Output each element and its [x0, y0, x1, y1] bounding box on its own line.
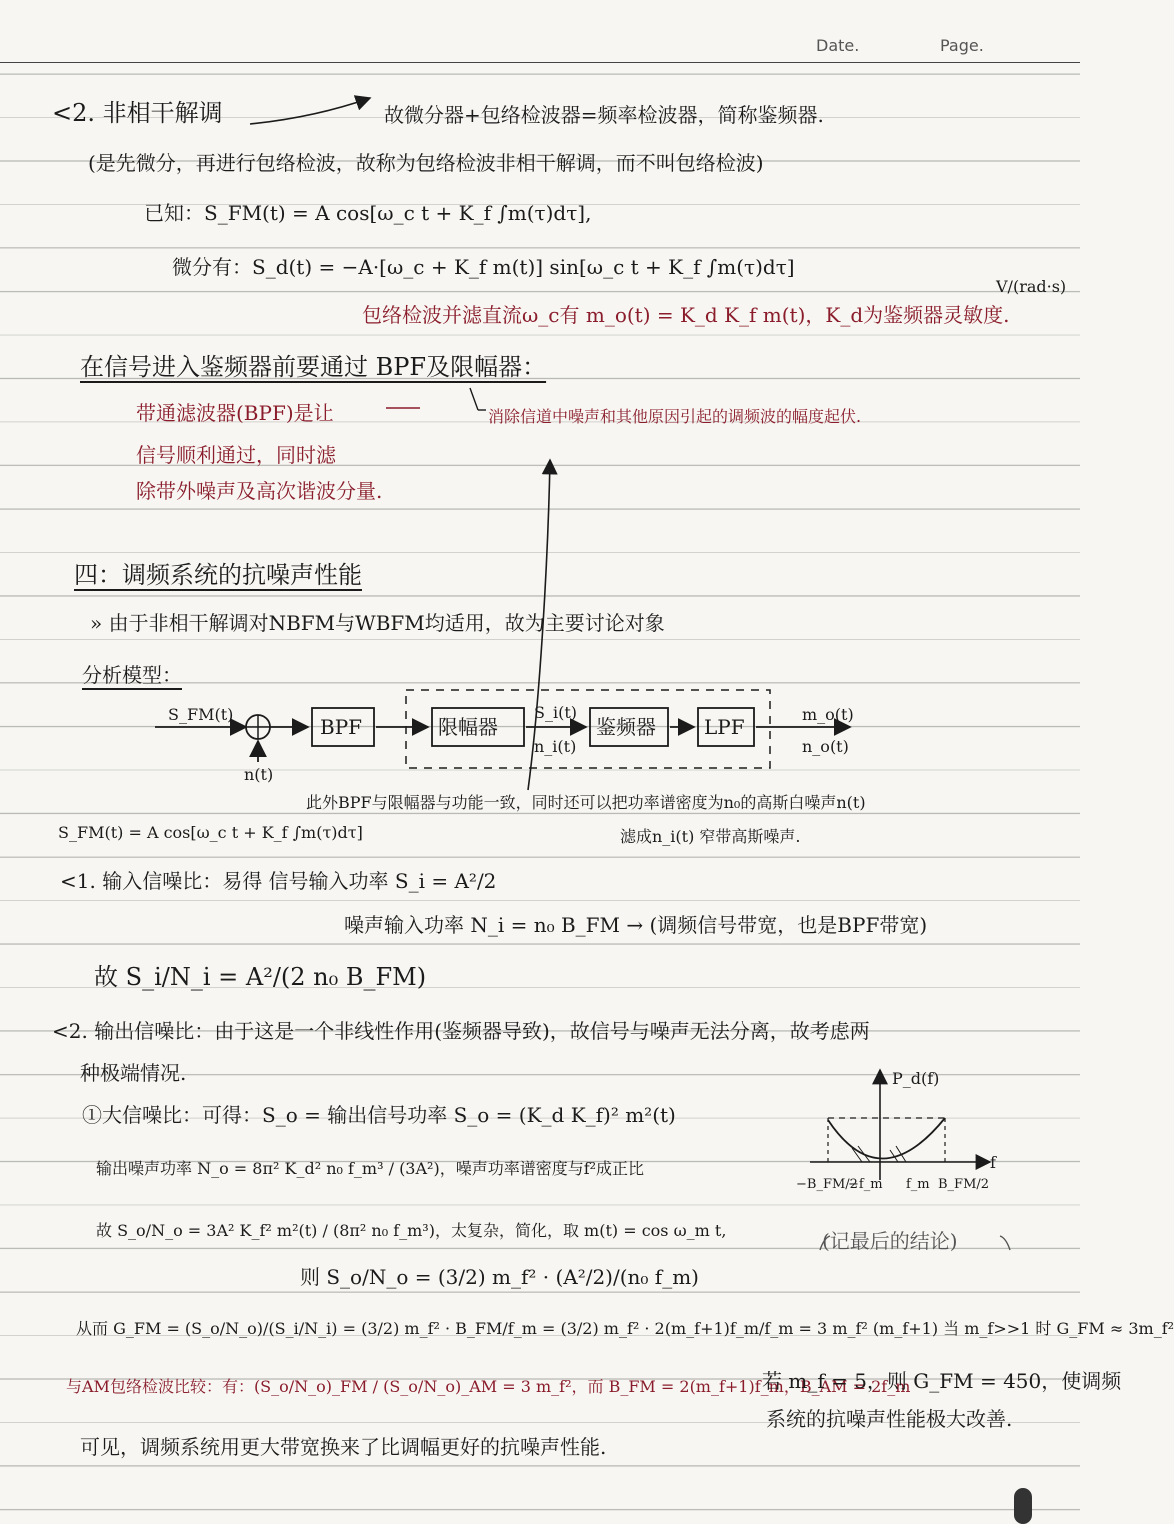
limiter-note: 消除信道中噪声和其他原因引起的调频波的幅度起伏. — [488, 407, 862, 426]
sec2-title: <2. 非相干解调 — [52, 99, 223, 127]
psd-pos-b: B_FM/2 — [938, 1177, 990, 1192]
psd-pos-fm: f_m — [906, 1177, 930, 1192]
diagram-lpf-label: LPF — [704, 715, 745, 739]
sec2-pointer-arrow — [250, 98, 370, 124]
gain-line: 从而 G_FM = (S_o/N_o)/(S_i/N_i) = (3/2) m_f² · B_FM/f_m = (3/2) m_f² · 2(m_f+1)f_m/f_m = 3 m_f² (m_f+1) 当 m_f>>1 时 G_FM ≈ 3m_f² — [76, 1319, 1174, 1338]
psd-curve — [828, 1118, 945, 1159]
note-sfm: S_FM(t) = A cos[ω_c t + K_f ∫m(τ)dτ] — [58, 823, 363, 842]
ratio-line: 故 S_o/N_o = 3A² K_f² m²(t) / (8π² n₀ f_m³)，太复杂，简化，取 m(t) = cos ω_m t, — [96, 1221, 727, 1240]
noise-power-line: 输出噪声功率 N_o = 8π² K_d² n₀ f_m³ / (3A²)，噪声功率谱密度与f²成正比 — [96, 1159, 645, 1178]
diagram-discriminator-label: 鉴频器 — [596, 715, 656, 739]
envelope-detect-note: 包络检波并滤直流ω_c有 m_o(t) = K_d K_f m(t)，K_d为鉴频器灵敏度. — [362, 303, 1010, 327]
input-snr-line-3: 故 S_i/N_i = A²/(2 n₀ B_FM) — [94, 963, 427, 991]
example-line-2: 系统的抗噪声性能极大改善. — [766, 1407, 1013, 1431]
sec4-intro: » 由于非相干解调对NBFM与WBFM均适用，故为主要讨论对象 — [90, 611, 665, 635]
model-label: 分析模型： — [82, 663, 182, 687]
sec2-known-formula: 已知：S_FM(t) = A cos[ω_c t + K_f ∫m(τ)dτ], — [144, 201, 592, 225]
bpf-note-2: 信号顺利通过，同时滤 — [136, 443, 336, 467]
sec2-explain: (是先微分，再进行包络检波，故称为包络检波非相干解调，而不叫包络检波) — [88, 151, 764, 175]
ratio-simple-line: 则 S_o/N_o = (3/2) m_f² · (A²/2)/(n₀ f_m) — [300, 1265, 699, 1289]
remember-note: (记最后的结论) — [822, 1229, 958, 1253]
psd-xlabel: f — [990, 1153, 996, 1172]
pre-stage-title: 在信号进入鉴频器前要通过 BPF及限幅器： — [80, 353, 547, 381]
scrollbar-thumb[interactable] — [1014, 1488, 1032, 1524]
am-compare-line: 与AM包络检波比较：有：(S_o/N_o)_FM / (S_o/N_o)_AM = 3 m_f²，而 B_FM = 2(m_f+1)f_m，B_AM = 2f_m — [66, 1377, 911, 1396]
big-snr-line: ①大信噪比：可得：S_o = 输出信号功率 S_o = (K_d K_f)² m²(t) — [82, 1103, 676, 1127]
diagram-limiter-label: 限幅器 — [438, 715, 498, 739]
diagram-bpf-label: BPF — [320, 715, 363, 739]
bpf-note-3: 除带外噪声及高次谐波分量. — [136, 479, 383, 503]
bpf-note-1: 带通滤波器(BPF)是让 — [136, 401, 334, 425]
note-line-2: 滤成n_i(t) 窄带高斯噪声. — [620, 827, 801, 846]
diagram-mo-label: m_o(t) — [802, 705, 854, 724]
date-label: Date. — [816, 36, 860, 55]
input-snr-line-2: 噪声输入功率 N_i = n₀ B_FM → (调频信号带宽，也是BPF带宽) — [344, 913, 928, 937]
diagram-si-label: S_i(t) — [534, 703, 577, 722]
example-line-1: 若 m_f = 5，则 G_FM = 450，使调频 — [762, 1369, 1122, 1393]
unit-note: V/(rad·s) — [996, 277, 1067, 296]
output-snr-line-2: 种极端情况. — [80, 1061, 187, 1085]
input-snr-line-1: <1. 输入信噪比：易得 信号输入功率 S_i = A²/2 — [60, 869, 497, 893]
psd-neg-b: −B_FM/2 — [796, 1177, 858, 1192]
sec2-derivative-formula: 微分有：S_d(t) = −A·[ω_c + K_f m(t)] sin[ω_c t + K_f ∫m(τ)dτ] — [172, 255, 795, 279]
sec4-title: 四：调频系统的抗噪声性能 — [74, 561, 362, 589]
diagram-noise-label: n(t) — [244, 765, 274, 784]
note-line-1: 此外BPF与限幅器与功能一致，同时还可以把功率谱密度为n₀的高斯白噪声n(t) — [306, 793, 866, 812]
output-snr-line-1: <2. 输出信噪比：由于这是一个非线性作用(鉴频器导致)，故信号与噪声无法分离，故考虑两 — [52, 1019, 870, 1043]
sec2-arrow-note: 故微分器+包络检波器=频率检波器，简称鉴频器. — [384, 103, 824, 127]
psd-ylabel: P_d(f) — [892, 1069, 940, 1088]
diagram-no-label: n_o(t) — [802, 737, 849, 756]
diagram-ni-label: n_i(t) — [534, 737, 577, 756]
conclusion-line: 可见，调频系统用更大带宽换来了比调幅更好的抗噪声性能. — [80, 1435, 607, 1459]
page-label: Page. — [940, 36, 984, 55]
diagram-input-label: S_FM(t) — [168, 705, 234, 724]
psd-neg-fm: −f_m — [848, 1177, 883, 1192]
